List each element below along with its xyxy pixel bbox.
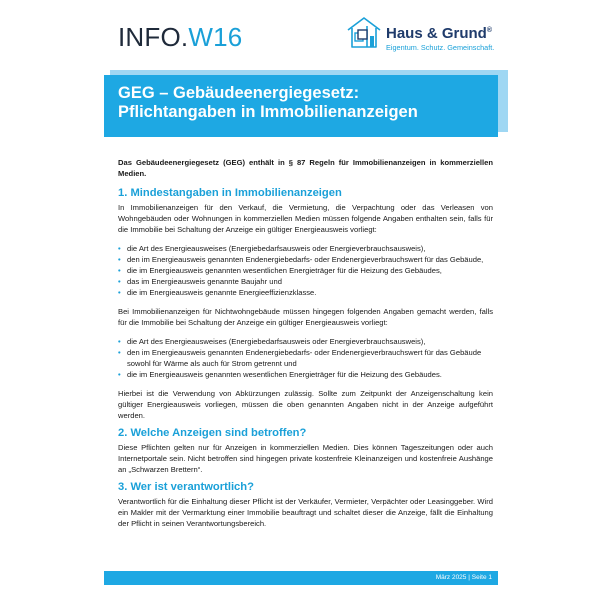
document-id-code: W16 — [188, 22, 243, 52]
footer-page-number: Seite 1 — [471, 574, 492, 581]
footer-bar — [104, 571, 498, 585]
section-1-paragraph-3: Hierbei ist die Verwendung von Abkürzungen zulässig. Sollte zum Zeitpunkt der Anzeigenschaltung kein gültiger Energieausweis vorliegen, müssen die oben genannten Angaben nicht in der Anzeige aufgeführt werden. — [118, 389, 493, 420]
brand — [386, 23, 494, 53]
bullet-icon: • — [118, 337, 121, 346]
footer-date: März 2025 — [435, 574, 467, 581]
footer-text — [436, 573, 492, 583]
brand-name: Haus & Grund® — [386, 25, 493, 42]
registered-mark: ® — [486, 27, 493, 34]
document-id-prefix: INFO. — [118, 22, 189, 52]
bullet-icon: • — [118, 255, 121, 264]
footer-separator: | — [468, 574, 470, 581]
section-1-paragraph-1: In Immobilienanzeigen für den Verkauf, die Vermietung, die Verpachtung oder das Verleasen von Wohngebäuden oder Wohnungen in kommerziellen Medien müssen folgende Angaben enthalten sein, falls für die Immobilie bei Schaltung der Anzeige ein gültiger Energieausweis vorliegt: — [118, 203, 493, 234]
bullet-icon: • — [118, 277, 121, 286]
bullet-icon: • — [118, 288, 121, 297]
list-item: • die im Energieausweis genannte Energieeffizienzklasse. — [118, 288, 317, 297]
document-body — [118, 157, 493, 529]
intro-text: Das Gebäudeenergiegesetz (GEG) enthält in § 87 Regeln für Immobilienanzeigen in kommerziellen Medien. — [118, 158, 493, 178]
list-item: • den im Energieausweis genannten Endenergiebedarfs- oder Endenergieverbrauchswert für das Gebäude, — [118, 255, 484, 264]
section-3-paragraph: Verantwortlich für die Einhaltung dieser Pflicht ist der Verkäufer, Vermieter, Verpächter oder Leasinggeber. Wird ein Makler mit der Vermarktung einer Immobilie beauftragt und schaltet dieser die Anzeige, fällt die Einhaltung der Pflicht in seinen Verantwortungsbereich. — [118, 497, 493, 528]
list-item: • den im Energieausweis genannten Endenergiebedarfs- oder Endenergieverbrauchswert für das Gebäude sowohl für Wärme als auch für Strom getrennt und — [118, 348, 482, 368]
page-title-line-1: GEG – Gebäudeenergiegesetz: — [118, 84, 360, 102]
section-2-heading: 2. Welche Anzeigen sind betroffen? — [118, 427, 307, 439]
bullet-icon: • — [118, 244, 121, 253]
page-title-line-2: Pflichtangaben in Immobilienanzeigen — [118, 103, 418, 121]
bullet-icon: • — [118, 348, 121, 357]
section-1-paragraph-2: Bei Immobilienanzeigen für Nichtwohngebäude müssen hingegen folgenden Angaben gemacht werden, falls für die Immobilie bei Schaltung der Anzeige ein gültiger Energieausweis vorliegt: — [118, 307, 493, 327]
section-1-list-1 — [118, 243, 493, 298]
section-2-paragraph: Diese Pflichten gelten nur für Anzeigen in kommerziellen Medien. Dies können Tageszeitungen oder auch Internetportale sein. Nicht betroffen sind hingegen private kostenfreie Kleinanzeigen und kostenfreie Aushänge an „Schwarzen Brettern“. — [118, 443, 493, 474]
list-item: • das im Energieausweis genannte Baujahr und — [118, 277, 282, 286]
section-1-heading: 1. Mindestangaben in Immobilienanzeigen — [118, 187, 342, 199]
section-1-list-2 — [118, 336, 493, 380]
list-item: • die im Energieausweis genannten wesentlichen Energieträger für die Heizung des Gebäudes, — [118, 266, 442, 275]
list-item: • die Art des Energieausweises (Energiebedarfsausweis oder Energieverbrauchsausweis), — [118, 337, 426, 346]
list-item: • die Art des Energieausweises (Energiebedarfsausweis oder Energieverbrauchsausweis), — [118, 244, 426, 253]
brand-tagline: Eigentum. Schutz. Gemeinschaft. — [386, 43, 495, 52]
page-title — [118, 84, 488, 122]
bullet-icon: • — [118, 266, 121, 275]
bullet-icon: • — [118, 370, 121, 379]
document-id — [118, 22, 242, 53]
section-3-heading: 3. Wer ist verantwortlich? — [118, 481, 254, 493]
list-item: • die im Energieausweis genannten wesentlichen Energieträger für die Heizung des Gebäudes. — [118, 370, 442, 379]
